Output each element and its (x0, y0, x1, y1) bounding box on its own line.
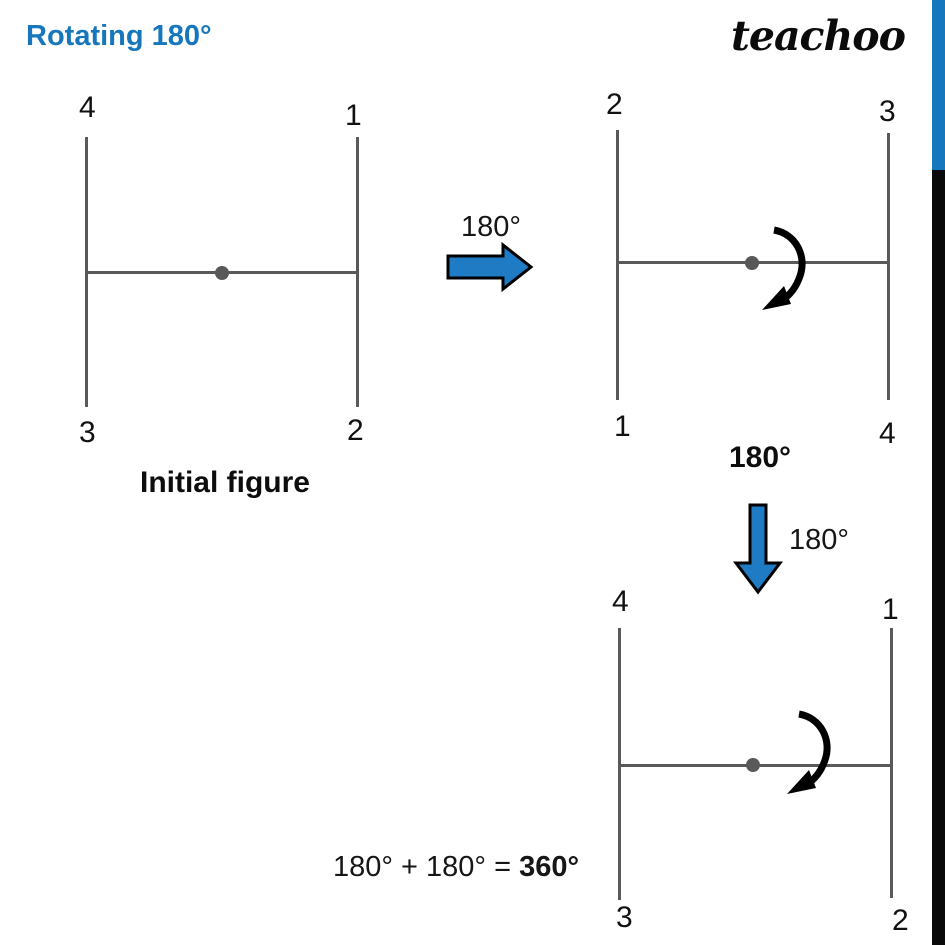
corner-label-bottom-right: 4 (879, 417, 896, 450)
down-arrow-label: 180° (789, 524, 849, 556)
rotation-sum-equation (333, 853, 579, 882)
equation-expression: 180° + 180° = (333, 851, 520, 883)
edge-accent-bar-blue (932, 0, 945, 170)
corner-label-bottom-right: 2 (347, 414, 364, 447)
rotation-clockwise-arrow-icon (750, 222, 810, 317)
figure-rotated-once-right-line (887, 133, 890, 400)
rotation-clockwise-arrow-icon (775, 706, 835, 801)
figure-rotated-twice-center-dot (746, 758, 760, 772)
corner-label-bottom-left: 3 (616, 901, 633, 934)
corner-label-top-right: 1 (345, 99, 362, 132)
figure-rotated-twice-right-line (890, 628, 893, 898)
equation-result: 360° (519, 851, 580, 883)
figure-initial-center-dot (215, 266, 229, 280)
page-title: Rotating 180° (26, 20, 212, 52)
corner-label-top-right: 1 (882, 593, 899, 626)
teachoo-logo: teachoo (730, 12, 905, 60)
corner-label-bottom-right: 2 (892, 904, 909, 937)
corner-label-top-right: 3 (879, 95, 896, 128)
corner-label-top-left: 2 (606, 88, 623, 121)
figure-rotated-once-left-line (616, 130, 619, 400)
edge-accent-bar-black (932, 170, 945, 945)
corner-label-bottom-left: 1 (614, 410, 631, 443)
figure-initial-caption: Initial figure (139, 466, 310, 499)
down-block-arrow-icon (733, 503, 783, 595)
corner-label-bottom-left: 3 (79, 416, 96, 449)
figure-rotated-once-caption: 180° (728, 441, 792, 474)
right-block-arrow-icon (446, 242, 534, 292)
corner-label-top-left: 4 (612, 585, 629, 618)
corner-label-top-left: 4 (79, 91, 96, 124)
right-arrow-label: 180° (461, 211, 521, 243)
